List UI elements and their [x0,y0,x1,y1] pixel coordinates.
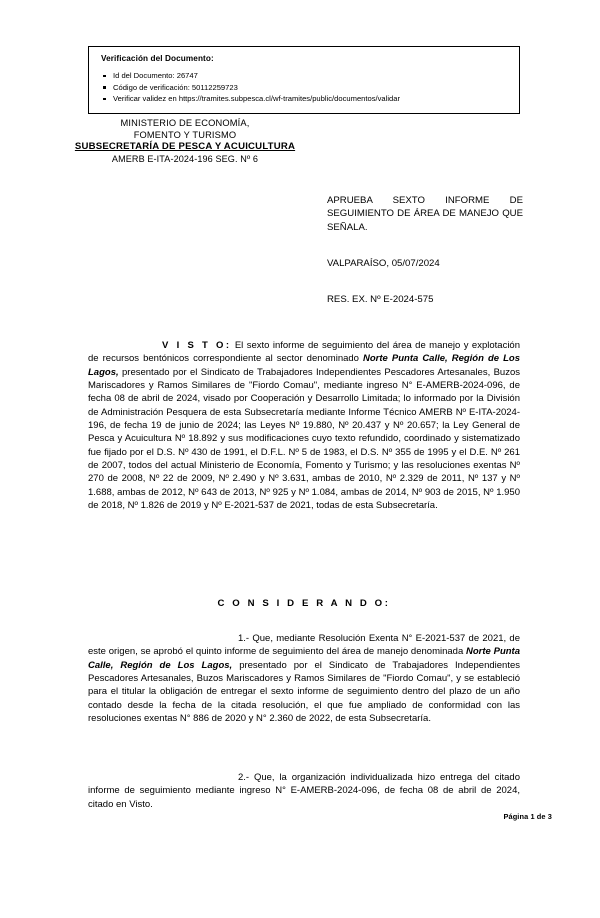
ministry-line-2: FOMENTO Y TURISMO [133,129,237,140]
verification-list [101,70,509,105]
visto-paragraph [88,339,520,512]
page-number-footer: Página 1 de 3 [503,812,552,821]
considerando-item-2 [88,771,520,811]
list-item: Código de verificación: 50112259723 [101,82,509,94]
list-item: Id del Documento: 26747 [101,70,509,82]
considerando-2-text: 2.- Que, la organización individualizada hizo entrega del citado informe de seguimiento mediante ingreso N° E-AMERB-2024-096, de fecha 08 de abril de 2024, citado en Visto. [88,772,520,810]
considerando-1-text-part-1: 1.- Que, mediante Resolución Exenta N° E-2021-537 de 2021, de este origen, se aprobó el quinto informe de seguimiento del área de manejo denominada [88,633,520,658]
considerando-1-area-name: Norte Punta Calle, Región de Los Lagos, [88,646,520,671]
considerando-item-1 [88,632,520,725]
visto-text-part-1: El sexto informe de seguimiento del área de manejo y explotación de recursos bentónicos correspondiente al sector denominado [88,340,520,365]
visto-text-part-2: presentado por el Sindicato de Trabajadores Independientes Pescadores Artesanales, Buzos Mariscadores y Ramos Similares de "Fiordo Comau", mediante ingreso N° E-AMERB-2024-096, de fecha 08 de abril de 2024, visado por Cooperación y Desarrollo Limitada; lo informado por la División de Administración Pesquera de esta Subsecretaría mediante Informe Técnico AMERB Nº E-ITA-2024-196, de fecha 19 de junio de 2024; las Leyes Nº 19.880, Nº 20.437 y Nº 20.657; la Ley General de Pesca y Acuicultura Nº 18.892 y sus modificaciones cuyo texto refundido, coordinado y sistematizado fue fijado por el D.S. Nº 430 de 1991, el D.F.L. Nº 5 de 1983, el D.S. Nº 355 de 1995 y el D.E. Nº 261 de 2007, todos del actual Ministerio de Economía, Fomento y Turismo; y las resoluciones exentas Nº 270 de 2008, Nº 22 de 2009, Nº 2.490 y Nº 3.631, ambas de 2010, Nº 2.329 de 2011, Nº 137 y Nº 1.688, ambas de 2012, Nº 643 de 2013, Nº 925 y Nº 1.084, ambas de 2014, Nº 903 de 2015, Nº 1.950 de 2018, Nº 1.826 de 2019 y Nº E-2021-537 de 2021, todas de esta Subsecretaría. [88,366,520,512]
ministry-line-1: MINISTERIO DE ECONOMÍA, [120,118,250,128]
subsecretaria-title: SUBSECRETARÍA DE PESCA Y ACUICULTURA [74,141,296,153]
visto-label: V I S T O: [162,340,232,351]
verification-title: Verificación del Documento: [101,54,214,63]
verification-box [88,46,520,114]
resolution-number: RES. EX. Nº E-2024-575 [327,294,434,305]
list-item: Verificar validez en https://tramites.subpesca.cl/wf-tramites/public/documentos/validar [101,93,509,105]
document-subject: APRUEBA SEXTO INFORME DE SEGUIMIENTO DE ÁREA DE MANEJO QUE SEÑALA. [327,195,523,233]
place-and-date: VALPARAÍSO, 05/07/2024 [327,258,440,269]
document-code: AMERB E-ITA-2024-196 SEG. Nº 6 [111,154,259,165]
ministry-header [60,118,310,166]
considerando-heading: C O N S I D E R A N D O: [217,598,391,609]
considerando-1-text-part-2: presentado por el Sindicato de Trabajadores Independientes Pescadores Artesanales, Buzos Mariscadores y Ramos Similares de "Fiordo Comau", y se estableció para el titular la obligación de entregar el sexto informe de seguimiento dentro del plazo de un año contado desde la fecha de la citada resolución, el que fue ampliado de conformidad con las resoluciones exentas N° 886 de 2020 y N° 2.360 de 2022, de esta Subsecretaría. [88,659,521,725]
visto-area-name: Norte Punta Calle, Región de Los Lagos, [88,353,520,378]
